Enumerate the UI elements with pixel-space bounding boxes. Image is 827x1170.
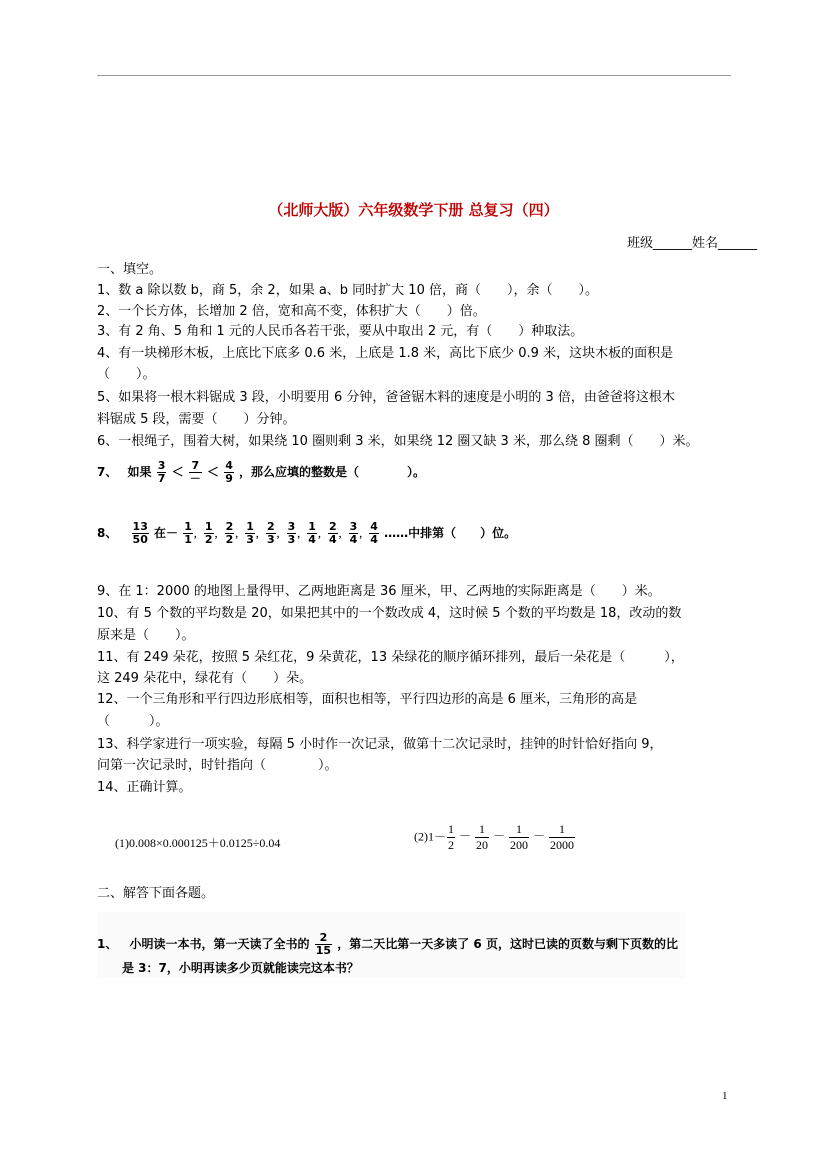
p1-post: ，第二天比第一天多读了 6 页，这时已读的页数与剩下页数的比 [337,937,678,951]
problem-1-box [97,912,685,978]
class-name-line: 班级______姓名______ [626,236,757,251]
q8-seq-fraction: $\frac{2}{3}$ [266,520,275,546]
problem-1-line2: 是 3：7，小明再读多少页就能读完这本书？ [122,961,359,975]
q8-in: 在－ [154,526,179,540]
question-12-line1: 12、一个三角形和平行四边形底相等，面积也相等，平行四边形的高是 6 厘米，三角形的高是 [97,692,638,707]
q7-fraction-1: $\frac{3}{7}$ [157,459,166,485]
q8-seq-fraction: $\frac{2}{4}$ [328,520,337,546]
header-rule [97,75,731,76]
calc-expression-1: (1)0.008×0.000125＋0.0125÷0.04 [115,836,281,850]
q7-pre: 如果 [127,465,152,479]
q8-comma: ， [235,530,245,540]
q8-seq-fraction: $\frac{3}{3}$ [287,520,296,546]
q7-less-than-1: ＜ [171,465,184,479]
q8-post: ……中排第（ ）位。 [384,526,517,540]
question-11-line2: 这 249 朵花中，绿花有（ ）朵。 [97,671,313,686]
q8-seq-fraction: $\frac{2}{2}$ [225,520,234,546]
page-number: 1 [722,1090,728,1102]
q8-comma: ， [255,530,265,540]
q8-comma: ， [276,530,286,540]
question-14: 14、正确计算。 [97,780,192,795]
q8-target-fraction: $\frac{13}{50}$ [132,520,148,546]
section-fill-blank: 一、填空。 [97,262,163,277]
q7-fraction-3: $\frac{4}{9}$ [225,459,233,485]
page-title: （北师大版）六年级数学下册 总复习（四） [268,201,559,219]
q8-number: 8、 [97,526,118,540]
question-4-line1: 4、有一块梯形木板，上底比下底多 0.6 米，上底是 1.8 米，高比下底少 0.9 米，这块木板的面积是 [97,346,674,361]
question-10-line1: 10、有 5 个数的平均数是 20，如果把其中的一个数改成 4，这时候 5 个数的平均数是 18，改动的数 [97,606,682,621]
q7-less-than-2: ＜ [206,465,219,479]
calc2-fraction: $\frac{1}{2}$ [448,822,454,852]
q7-number: 7、 [97,465,118,479]
q8-seq-fraction: $\frac{1}{1}$ [184,520,192,546]
q8-seq-fraction: $\frac{4}{4}$ [370,520,378,546]
question-2: 2、一个长方体，长增加 2 倍，宽和高不变，体积扩大（ ）倍。 [97,304,486,319]
q8-sequence [182,520,380,546]
question-5-line1: 5、如果将一根木料锯成 3 段，小明要用 6 分钟，爸爸锯木料的速度是小明的 3 倍，由爸爸将这根木 [97,390,675,405]
calc2-fraction: $\frac{1}{20}$ [476,822,489,852]
question-3: 3、有 2 角、5 角和 1 元的人民币各若干张，要从中取出 2 元，有（ ）种取法。 [97,324,584,339]
calc-expression-2 [414,822,576,853]
calc2-minus: － [493,829,506,844]
q8-seq-fraction: $\frac{1}{3}$ [246,520,254,546]
question-12-line2: （ ）。 [97,714,169,729]
p1-pre: 小明读一本书，第一天读了全书的 [129,937,310,951]
calc2-minus: － [533,829,546,844]
q8-comma: ， [317,530,327,540]
q8-seq-fraction: $\frac{3}{4}$ [349,520,358,546]
q8-seq-fraction: $\frac{1}{4}$ [308,520,316,546]
q7-post: ，那么应填的整数是（ ）。 [239,465,426,479]
question-5-line2: 料锯成 5 段，需要（ ）分钟。 [97,412,296,427]
q7-fraction-2: $\frac{7}{-}$ [189,459,201,485]
question-4-line2: （ ）。 [97,367,156,382]
calc2-fraction: $\frac{1}{2000}$ [550,822,575,852]
question-6: 6、一根绳子，围着大树，如果绕 10 圈则剩 3 米，如果绕 12 圈又缺 3 米，那么绕 8 圈剩（ ）米。 [97,434,699,449]
question-10-line2: 原来是（ ）。 [97,628,195,643]
q8-comma: ， [338,530,348,540]
q8-comma: ， [359,530,369,540]
question-13-line1: 13、科学家进行一项实验，每隔 5 小时作一次记录，做第十二次记录时，挂钟的时针恰好指向 9， [97,737,663,752]
question-13-line2: 问第一次记录时，时针指向（ ）。 [97,758,338,773]
p1-fraction: $\frac{2}{15}$ [315,931,332,957]
question-11-line1: 11、有 249 朵花，按照 5 朵红花，9 朵黄花，13 朵绿花的顺序循环排列，最后一朵花是（ ）， [97,650,684,665]
calc2-fractions [446,822,576,852]
calc2-fraction: $\frac{1}{200}$ [510,822,529,852]
calc2-pre: (2)1－ [414,829,446,844]
question-7 [97,460,425,485]
question-8 [97,521,516,546]
q8-comma: ， [193,530,203,540]
question-1: 1、数 a 除以数 b，商 5，余 2，如果 a、b 同时扩大 10 倍，商（ ），余（ ）。 [97,283,598,298]
q8-comma: ， [297,530,307,540]
section-solve: 二、解答下面各题。 [97,886,215,901]
problem-1-line1 [97,932,678,957]
calc2-minus: － [459,829,472,844]
q8-comma: ， [214,530,224,540]
q8-seq-fraction: $\frac{1}{2}$ [204,520,213,546]
p1-number: 1、 [97,937,118,951]
question-9: 9、在 1：2000 的地图上量得甲、乙两地距离是 36 厘米，甲、乙两地的实际距离是（ ）米。 [97,584,661,599]
